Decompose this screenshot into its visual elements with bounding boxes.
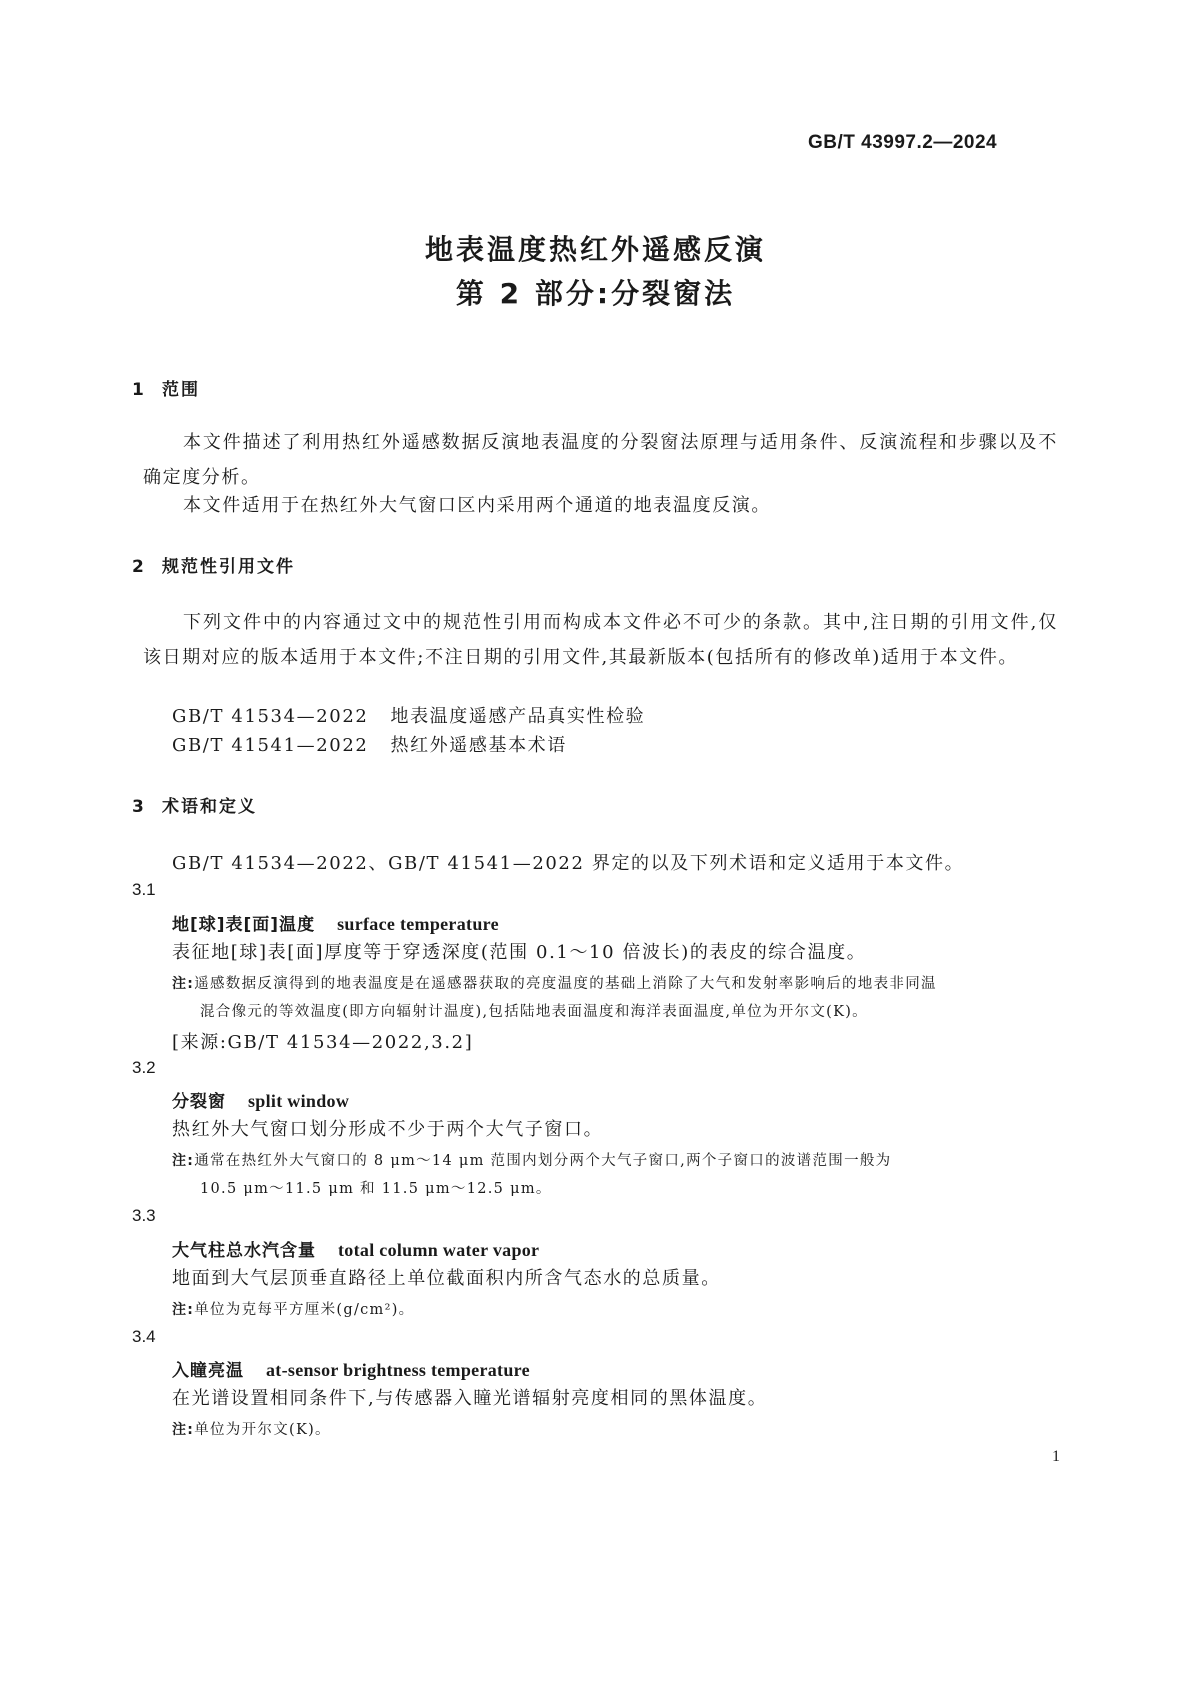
term-chinese: 大气柱总水汽含量 <box>172 1241 316 1261</box>
note-label: 注: <box>172 976 195 992</box>
document-subtitle: 第 2 部分:分裂窗法 <box>455 277 736 310</box>
note-label: 注: <box>172 1153 195 1169</box>
term-english: surface temperature <box>337 914 499 934</box>
document-title: 地表温度热红外遥感反演 <box>424 233 766 266</box>
reference-title: 热红外遥感基本术语 <box>390 735 567 756</box>
note-text: 通常在热红外大气窗口的 8 μm～14 μm 范围内划分两个大气子窗口,两个子窗口的波谱范围一般为 <box>194 1153 892 1169</box>
section-2-paragraph: 下列文件中的内容通过文中的规范性引用而构成本文件必不可少的条款。其中,注日期的引用文件,仅该日期对应的版本适用于本文件;不注日期的引用文件,其最新版本(包括所有的修改单)适用于本文件。 <box>143 612 1058 668</box>
section-number: 3 <box>132 797 144 817</box>
term-chinese: 地[球]表[面]温度 <box>172 915 316 935</box>
section-title: 规范性引用文件 <box>162 557 295 577</box>
page-number: 1 <box>1052 1448 1060 1465</box>
note-text: 单位为克每平方厘米(g/cm²)。 <box>194 1302 415 1318</box>
term-note <box>172 972 937 993</box>
term-english: total column water vapor <box>338 1240 540 1260</box>
reference-item <box>172 731 567 757</box>
term-chinese: 分裂窗 <box>172 1092 226 1112</box>
section-2-heading <box>132 552 295 577</box>
section-1-heading <box>132 375 200 400</box>
term-title <box>172 1236 539 1261</box>
standard-number: GB/T 43997.2—2024 <box>808 132 998 153</box>
section-title: 范围 <box>162 380 200 400</box>
term-chinese: 入瞳亮温 <box>172 1361 244 1381</box>
reference-code: GB/T 41541—2022 <box>172 735 369 756</box>
section-number: 2 <box>132 557 144 577</box>
note-label: 注: <box>172 1422 195 1438</box>
term-title <box>172 1087 349 1112</box>
term-definition: 地面到大气层顶垂直路径上单位截面积内所含气态水的总质量。 <box>172 1268 721 1289</box>
term-number: 3.3 <box>132 1206 156 1225</box>
section-title: 术语和定义 <box>162 797 257 817</box>
term-definition: 在光谱设置相同条件下,与传感器入瞳光谱辐射亮度相同的黑体温度。 <box>172 1388 768 1409</box>
section-1-paragraph-1: 本文件描述了利用热红外遥感数据反演地表温度的分裂窗法原理与适用条件、反演流程和步骤以及不确定度分析。 <box>143 432 1058 488</box>
term-note-continuation: 10.5 μm～11.5 μm 和 11.5 μm～12.5 μm。 <box>200 1181 552 1197</box>
note-label: 注: <box>172 1302 195 1318</box>
term-number: 3.4 <box>132 1327 156 1346</box>
section-3-intro: GB/T 41534—2022、GB/T 41541—2022 界定的以及下列术语和定义适用于本文件。 <box>172 853 965 874</box>
term-english: split window <box>248 1091 350 1111</box>
term-note <box>172 1149 891 1170</box>
term-title <box>172 910 499 935</box>
term-source: [来源:GB/T 41534—2022,3.2] <box>172 1032 474 1053</box>
section-3-heading <box>132 792 257 817</box>
reference-code: GB/T 41534—2022 <box>172 706 369 727</box>
term-definition: 表征地[球]表[面]厚度等于穿透深度(范围 0.1～10 倍波长)的表皮的综合温度。 <box>172 942 867 963</box>
section-number: 1 <box>132 380 144 400</box>
reference-title: 地表温度遥感产品真实性检验 <box>390 706 646 727</box>
term-english: at-sensor brightness temperature <box>266 1360 530 1380</box>
term-note <box>172 1418 331 1439</box>
reference-item <box>172 702 645 728</box>
term-number: 3.1 <box>132 880 156 899</box>
term-number: 3.2 <box>132 1058 156 1077</box>
term-definition: 热红外大气窗口划分形成不少于两个大气子窗口。 <box>172 1119 604 1140</box>
term-title <box>172 1356 530 1381</box>
section-1-paragraph-2: 本文件适用于在热红外大气窗口区内采用两个通道的地表温度反演。 <box>183 495 771 516</box>
note-text: 单位为开尔文(K)。 <box>194 1422 331 1438</box>
note-text: 遥感数据反演得到的地表温度是在遥感器获取的亮度温度的基础上消除了大气和发射率影响后的地表非同温 <box>194 976 937 992</box>
term-note <box>172 1298 414 1319</box>
term-note-continuation: 混合像元的等效温度(即方向辐射计温度),包括陆地表面温度和海洋表面温度,单位为开尔文(K)。 <box>200 1004 868 1020</box>
